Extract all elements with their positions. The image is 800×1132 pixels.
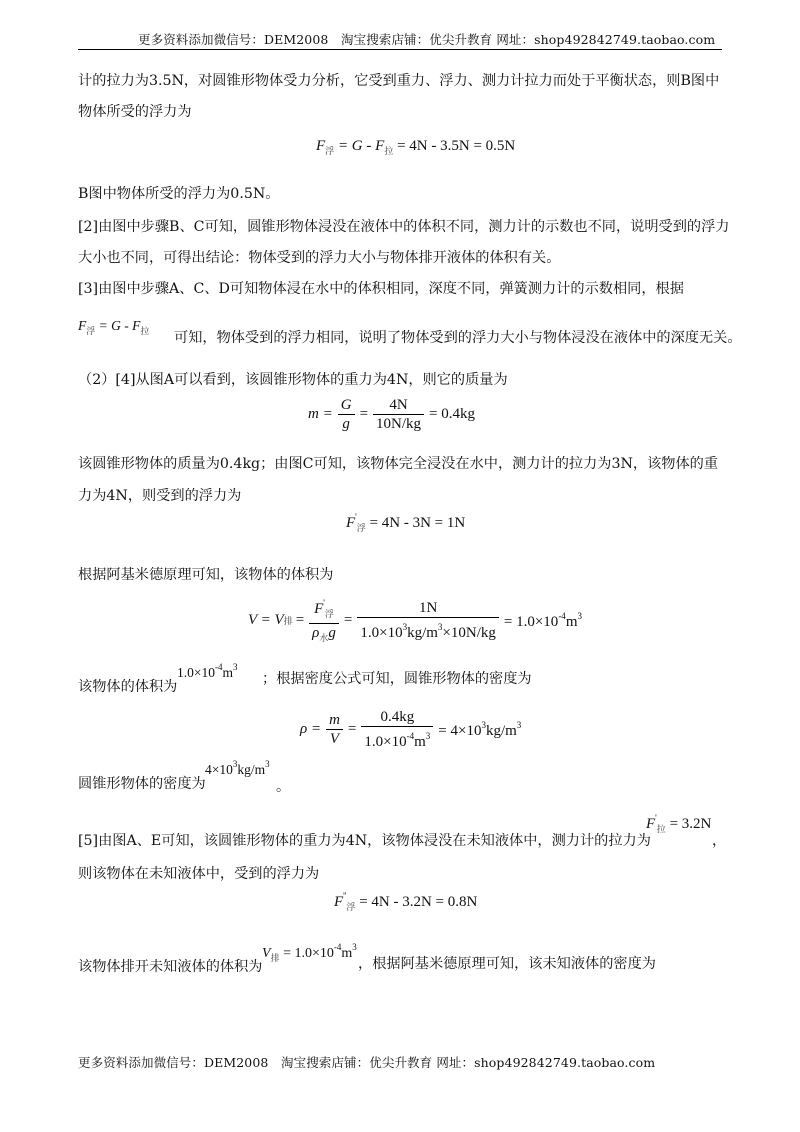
denominator: V xyxy=(329,731,340,747)
math-text: 1.0×10 xyxy=(177,665,215,680)
math-text: m = xyxy=(308,406,333,422)
math-prime: ' xyxy=(355,512,357,522)
inline-equation-buoyancy xyxy=(78,318,149,337)
inline-pull-force xyxy=(646,813,711,835)
paragraph-line: 圆锥形物体的密度为 xyxy=(78,776,206,792)
paragraph-line: 该圆锥形物体的质量为0.4kg；由图C可知，该物体完全浸没在水中，测力计的拉力为3N，该物体的重 xyxy=(78,456,719,472)
math-text: ρ = xyxy=(300,721,322,737)
fraction xyxy=(338,396,355,433)
math-text: = 4N - 3.2N = 0.8N xyxy=(355,894,478,910)
paragraph-line: 根据阿基米德原理可知，该物体的体积为 xyxy=(78,567,334,583)
math-text: m xyxy=(341,946,353,961)
math-subscript: 浮 xyxy=(324,609,334,619)
math-exponent: 3 xyxy=(577,610,582,621)
paragraph-line: 可知，物体受到的浮力相同，说明了物体受到的浮力大小与物体浸没在液体中的深度无关。 xyxy=(174,330,742,346)
math-symbol: F xyxy=(346,515,356,531)
paragraph-line: [2]由图中步骤B、C可知，圆锥形物体浸没在液体中的体积不同，测力计的示数也不同，说明受到的浮力 xyxy=(78,219,730,235)
paragraph-line: 该物体的体积为 xyxy=(78,679,178,695)
math-exponent: -4 xyxy=(215,662,223,672)
math-exponent: 3 xyxy=(402,622,408,632)
fraction xyxy=(373,396,424,433)
math-subscript: 拉 xyxy=(656,824,666,834)
math-subscript: 浮 xyxy=(356,523,366,533)
paragraph-line: 。 xyxy=(276,779,291,795)
paragraph-line: 力为4N，则受到的浮力为 xyxy=(78,488,242,504)
math-subscript: 排 xyxy=(283,616,293,626)
math-result xyxy=(438,720,521,740)
numerator: G xyxy=(338,396,355,415)
paragraph-line: （2）[4]从图A可以看到，该圆锥形物体的重力为4N，则它的质量为 xyxy=(78,372,508,388)
numerator xyxy=(309,594,339,624)
page-footer: 更多资料添加微信号：DEM2008 淘宝搜索店铺：优尖升教育 网址：shop492842749.taobao.com xyxy=(78,1055,656,1070)
math-exponent: 3 xyxy=(437,622,443,632)
math-subscript: 排 xyxy=(270,953,280,963)
math-text: = 3.2N xyxy=(665,816,712,832)
numerator: m xyxy=(326,711,343,730)
math-symbol: F xyxy=(646,816,656,832)
math-text: kg/m xyxy=(407,625,438,641)
header-divider xyxy=(78,49,722,50)
math-text: 1.0×10 xyxy=(360,625,403,641)
math-subscript: 拉 xyxy=(140,326,150,336)
paragraph-line: B图中物体所受的浮力为0.5N。 xyxy=(78,186,280,202)
math-text: 1.0×10 xyxy=(364,734,407,750)
math-text: = xyxy=(359,406,369,422)
denominator: g xyxy=(342,416,350,432)
math-text: kg/m xyxy=(485,722,517,739)
math-text: = 4N - 3.5N = 0.5N xyxy=(393,138,516,154)
paragraph-line: ， xyxy=(712,833,727,849)
equation-buoyancy-b xyxy=(316,138,515,157)
math-symbol: F xyxy=(314,601,324,617)
math-text: 4×10 xyxy=(205,762,233,777)
math-text: = xyxy=(347,721,357,737)
math-subscript: 拉 xyxy=(384,146,394,156)
math-symbol: g xyxy=(328,625,336,641)
math-text: V = V xyxy=(248,612,284,628)
math-subscript: 浮 xyxy=(86,326,96,336)
paragraph-line: 大小也不同，可得出结论：物体受到的浮力大小与物体排开液体的体积有关。 xyxy=(78,250,561,266)
page-header: 更多资料添加微信号：DEM2008 淘宝搜索店铺：优尖升教育 网址：shop492842749.taobao.com xyxy=(138,32,716,47)
paragraph-line: 该物体排开未知液体的体积为 xyxy=(78,959,263,975)
fraction xyxy=(309,594,339,647)
math-exponent: 3 xyxy=(265,759,270,769)
math-text: kg/m xyxy=(237,762,266,777)
math-exponent: 3 xyxy=(425,731,431,741)
math-subscript: 浮 xyxy=(346,902,356,912)
paragraph-line: 则该物体在未知液体中，受到的浮力为 xyxy=(78,866,320,882)
equation-buoyancy-e xyxy=(334,891,477,913)
numerator: 1N xyxy=(357,599,499,618)
math-prime: ' xyxy=(323,598,325,608)
math-exponent: 3 xyxy=(516,719,522,730)
math-subscript: 水 xyxy=(319,633,329,643)
math-text: m xyxy=(222,665,234,680)
math-text: = 4×10 xyxy=(438,722,482,739)
math-symbol: F xyxy=(334,894,344,910)
math-text: = G - F xyxy=(95,318,141,333)
math-exponent: -4 xyxy=(558,610,566,621)
math-exponent: -4 xyxy=(333,942,342,952)
math-prime: '' xyxy=(343,891,347,901)
math-text: = xyxy=(295,612,305,628)
fraction xyxy=(326,711,343,748)
fraction xyxy=(361,708,433,751)
numerator: 0.4kg xyxy=(361,708,433,727)
math-exponent: 3 xyxy=(233,662,238,672)
math-symbol: F xyxy=(78,318,87,333)
math-symbol: V xyxy=(262,946,271,961)
denominator xyxy=(361,727,433,751)
inline-volume-value xyxy=(177,662,238,681)
math-text: = 1.0×10 xyxy=(279,946,334,961)
paragraph-line: ，根据阿基米德原理可知，该未知液体的密度为 xyxy=(358,956,656,972)
equation-mass xyxy=(308,396,475,433)
math-text: = 0.4kg xyxy=(429,406,475,422)
math-text: = 1.0×10 xyxy=(503,613,559,630)
inline-density-value xyxy=(205,759,270,778)
paragraph-line: 计的拉力为3.5N，对圆锥形物体受力分析，它受到重力、浮力、测力计拉力而处于平衡状态，则B图中 xyxy=(78,73,720,89)
math-text: = 4N - 3N = 1N xyxy=(365,515,466,531)
paragraph-line: 物体所受的浮力为 xyxy=(78,104,192,120)
equation-volume xyxy=(248,594,582,647)
math-text: ×10N/kg xyxy=(442,625,496,641)
paragraph-line: ；根据密度公式可知，圆锥形物体的密度为 xyxy=(262,671,532,687)
paragraph-line: [3]由图中步骤A、C、D可知物体浸在水中的体积相同，深度不同，弹簧测力计的示数相同，根据 xyxy=(78,281,684,297)
math-symbol: F xyxy=(316,138,326,154)
math-exponent: 3 xyxy=(352,942,357,952)
math-text: = xyxy=(343,612,353,628)
paragraph-line: [5]由图A、E可知，该圆锥形物体的重力为4N，该物体浸没在未知液体中，测力计的拉力为 xyxy=(78,833,651,849)
denominator xyxy=(357,618,499,642)
math-text: m xyxy=(414,734,426,750)
inline-displaced-volume xyxy=(262,942,357,964)
math-exponent: 3 xyxy=(232,759,238,769)
math-result xyxy=(504,611,582,631)
math-exponent: 3 xyxy=(481,719,486,730)
math-text: m xyxy=(565,613,578,630)
math-text: = G - F xyxy=(334,138,385,154)
math-prime: ' xyxy=(655,813,657,823)
math-exponent: -4 xyxy=(406,731,415,741)
denominator xyxy=(309,624,339,647)
math-symbol: ρ xyxy=(312,625,320,641)
equation-density xyxy=(300,708,521,751)
equation-buoyancy-c xyxy=(346,512,465,534)
fraction xyxy=(357,599,499,642)
denominator: 10N/kg xyxy=(376,416,422,432)
math-subscript: 浮 xyxy=(325,146,335,156)
numerator: 4N xyxy=(373,396,424,415)
